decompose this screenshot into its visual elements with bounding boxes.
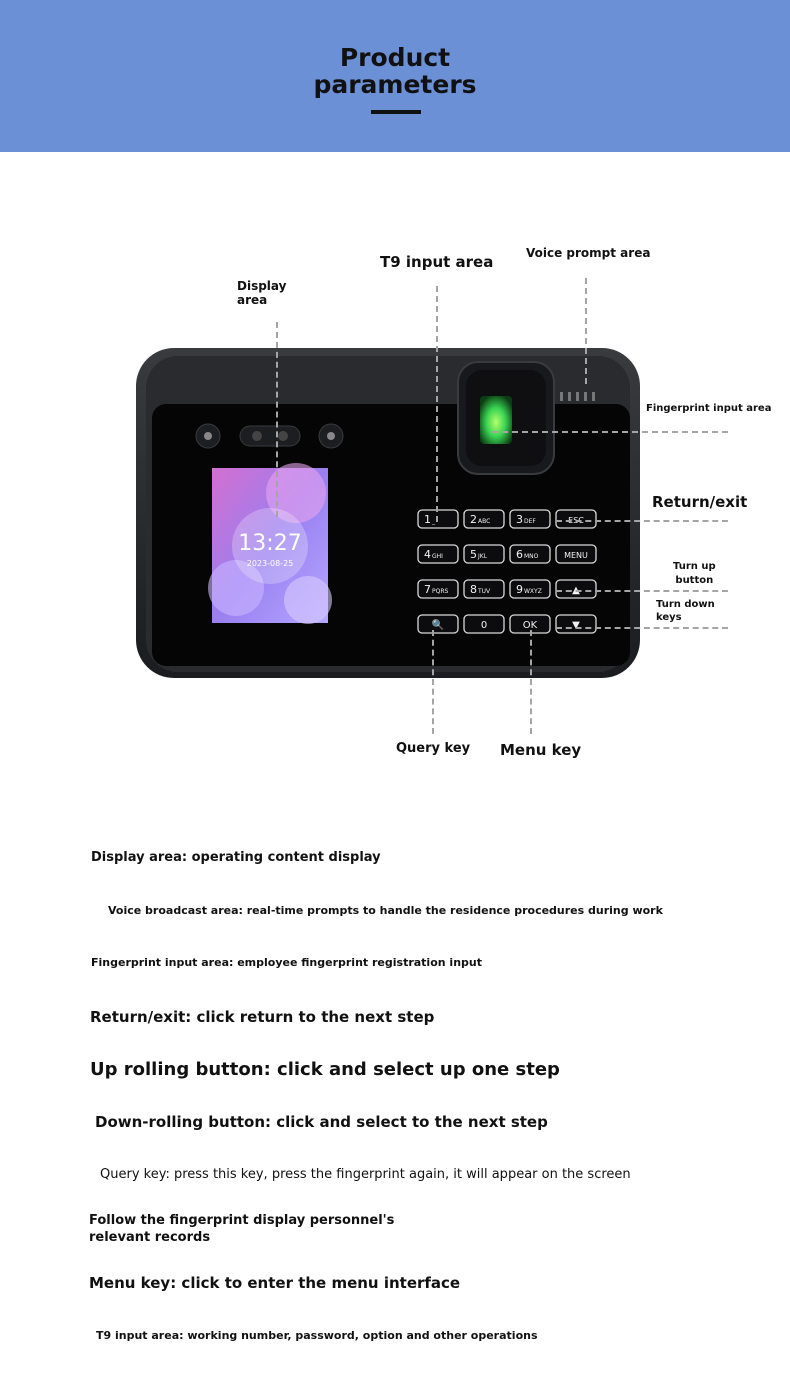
desc-voice-broadcast: Voice broadcast area: real-time prompts to handle the residence procedures during work <box>108 904 663 917</box>
key-label: MENU <box>564 551 588 560</box>
callout-turn-up-button: Turn up button <box>673 561 716 586</box>
key-label: 9WXYZ <box>516 583 542 596</box>
leader-fingerprint <box>492 431 728 433</box>
key-15[interactable] <box>556 615 596 633</box>
key-1[interactable] <box>464 510 504 528</box>
key-label: 7PQRS <box>424 583 449 596</box>
screen-date: 2023-08-25 <box>246 559 294 568</box>
title-underline <box>371 110 421 114</box>
desc-up-rolling: Up rolling button: click and select up one step <box>90 1059 560 1080</box>
key-label: 🔍 <box>431 620 445 631</box>
key-label: 3DEF <box>516 513 536 526</box>
key-label: 8TUV <box>470 583 491 596</box>
callout-menu-key: Menu key <box>500 741 582 759</box>
camera-bar <box>240 426 300 446</box>
key-7[interactable] <box>556 545 596 563</box>
key-3[interactable] <box>556 510 596 528</box>
key-label: 0 <box>480 620 488 631</box>
key-13[interactable] <box>464 615 504 633</box>
callout-query-key: Query key <box>396 741 471 756</box>
callout-return-exit: Return/exit <box>652 493 748 511</box>
callout-voice-prompt-area: Voice prompt area <box>526 246 651 260</box>
callout-fingerprint-input-area: Fingerprint input area <box>646 403 772 414</box>
key-10[interactable] <box>510 580 550 598</box>
leader-t9 <box>436 286 438 522</box>
key-label: 4GHI <box>424 548 443 561</box>
key-4[interactable] <box>418 545 458 563</box>
desc-t9-input: T9 input area: working number, password, option and other operations <box>96 1329 538 1342</box>
leader-down <box>556 627 728 629</box>
desc-query-records: Follow the fingerprint display personnel's relevant records <box>89 1213 395 1245</box>
key-label: 1_ <box>424 513 435 526</box>
key-5[interactable] <box>464 545 504 563</box>
screen-time: 13:27 <box>238 531 302 556</box>
leader-display <box>276 322 278 517</box>
desc-return-exit: Return/exit: click return to the next step <box>90 1008 435 1026</box>
leader-voice <box>585 278 587 384</box>
key-label: ESC <box>568 516 584 525</box>
key-label: 5JKL <box>470 548 488 561</box>
desc-down-rolling: Down-rolling button: click and select to the next step <box>95 1113 548 1131</box>
key-label: 2ABC <box>470 513 491 526</box>
key-9[interactable] <box>464 580 504 598</box>
desc-query-key: Query key: press this key, press the fingerprint again, it will appear on the screen <box>100 1167 631 1182</box>
fingerprint-sensor <box>480 396 512 444</box>
leader-query <box>432 630 434 734</box>
callout-t9-input-area: T9 input area <box>380 253 494 271</box>
key-12[interactable] <box>418 615 458 633</box>
leader-menu <box>530 630 532 734</box>
key-2[interactable] <box>510 510 550 528</box>
desc-fingerprint-input: Fingerprint input area: employee fingerprint registration input <box>91 956 482 969</box>
key-11[interactable] <box>556 580 596 598</box>
desc-menu-key: Menu key: click to enter the menu interface <box>89 1274 461 1292</box>
header-banner <box>0 0 790 152</box>
key-label: 6MNO <box>516 548 539 561</box>
key-6[interactable] <box>510 545 550 563</box>
leader-up <box>556 590 728 592</box>
callout-display-area: Display area <box>237 279 287 307</box>
page-title: Product parameters <box>313 43 477 99</box>
key-8[interactable] <box>418 580 458 598</box>
key-label: ▲ <box>572 585 580 596</box>
key-label: OK <box>522 620 538 631</box>
key-0[interactable] <box>418 510 458 528</box>
callout-turn-down-keys: Turn down keys <box>656 599 715 623</box>
desc-display-area: Display area: operating content display <box>91 850 381 865</box>
key-label: ▼ <box>572 620 580 631</box>
leader-return <box>556 520 728 522</box>
